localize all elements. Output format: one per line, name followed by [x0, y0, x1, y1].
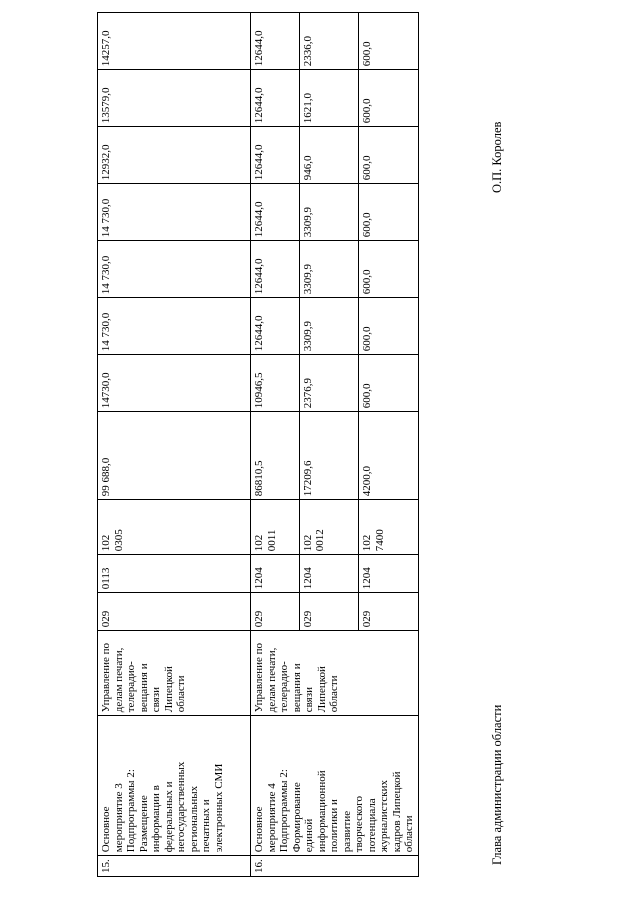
measure-name: Основное мероприятие 3 Подпрограммы 2: Размещение информации в федеральных и негосударственных региональных печатных и электронных СМИ [98, 716, 251, 856]
value-cell: 600,0 [359, 355, 418, 412]
value-cell: 600,0 [359, 184, 418, 241]
value-cell: 12644,0 [251, 241, 300, 298]
value-cell: 17209,6 [299, 412, 358, 500]
csr-code: 102 7400 [359, 500, 418, 555]
value-cell: 3309,9 [299, 241, 358, 298]
value-cell: 12644,0 [251, 298, 300, 355]
row-number: 15. [98, 856, 251, 877]
signature-position: Глава администрации области [490, 704, 504, 865]
value-cell: 99 688,0 [98, 412, 251, 500]
csr-code: 102 0305 [98, 500, 251, 555]
value-cell: 600,0 [359, 241, 418, 298]
value-cell: 14257,0 [98, 13, 251, 70]
value-cell: 10946,5 [251, 355, 300, 412]
value-cell: 600,0 [359, 298, 418, 355]
rzpr-code: 0113 [98, 555, 251, 593]
signature-name: О.П. Королев [490, 121, 504, 193]
value-cell: 13579,0 [98, 70, 251, 127]
grbs-code: 029 [98, 593, 251, 631]
value-cell: 14 730,0 [98, 241, 251, 298]
row-number: 16. [251, 856, 419, 877]
value-cell: 14 730,0 [98, 184, 251, 241]
rzpr-code: 1204 [359, 555, 418, 593]
grbs-code: 029 [299, 593, 358, 631]
table-row [251, 13, 300, 877]
value-cell: 12644,0 [251, 127, 300, 184]
value-cell: 12644,0 [251, 184, 300, 241]
value-cell: 4200,0 [359, 412, 418, 500]
grbs-code: 029 [359, 593, 418, 631]
value-cell: 600,0 [359, 127, 418, 184]
rzpr-code: 1204 [251, 555, 300, 593]
value-cell: 86810,5 [251, 412, 300, 500]
value-cell: 12644,0 [251, 13, 300, 70]
value-cell: 600,0 [359, 13, 418, 70]
budget-table [97, 12, 419, 877]
csr-code: 102 0012 [299, 500, 358, 555]
value-cell: 2336,0 [299, 13, 358, 70]
value-cell: 14 730,0 [98, 298, 251, 355]
value-cell: 12932,0 [98, 127, 251, 184]
grbs-code: 029 [251, 593, 300, 631]
value-cell: 600,0 [359, 70, 418, 127]
value-cell: 3309,9 [299, 298, 358, 355]
value-cell: 2376,9 [299, 355, 358, 412]
value-cell: 946,0 [299, 127, 358, 184]
rzpr-code: 1204 [299, 555, 358, 593]
executor: Управление по делам печати, телерадио- вещания и связи Липецкой области [251, 631, 419, 716]
table-row [98, 13, 251, 877]
value-cell: 3309,9 [299, 184, 358, 241]
value-cell: 14730,0 [98, 355, 251, 412]
value-cell: 12644,0 [251, 70, 300, 127]
csr-code: 102 0011 [251, 500, 300, 555]
value-cell: 1621,0 [299, 70, 358, 127]
executor: Управление по делам печати, телерадио- вещания и связи Липецкой области [98, 631, 251, 716]
measure-name: Основное мероприятие 4 Подпрограммы 2: Формирование единой информационной политики и развитие творческого потенциала журналистских кадров Липецкой области [251, 716, 419, 856]
